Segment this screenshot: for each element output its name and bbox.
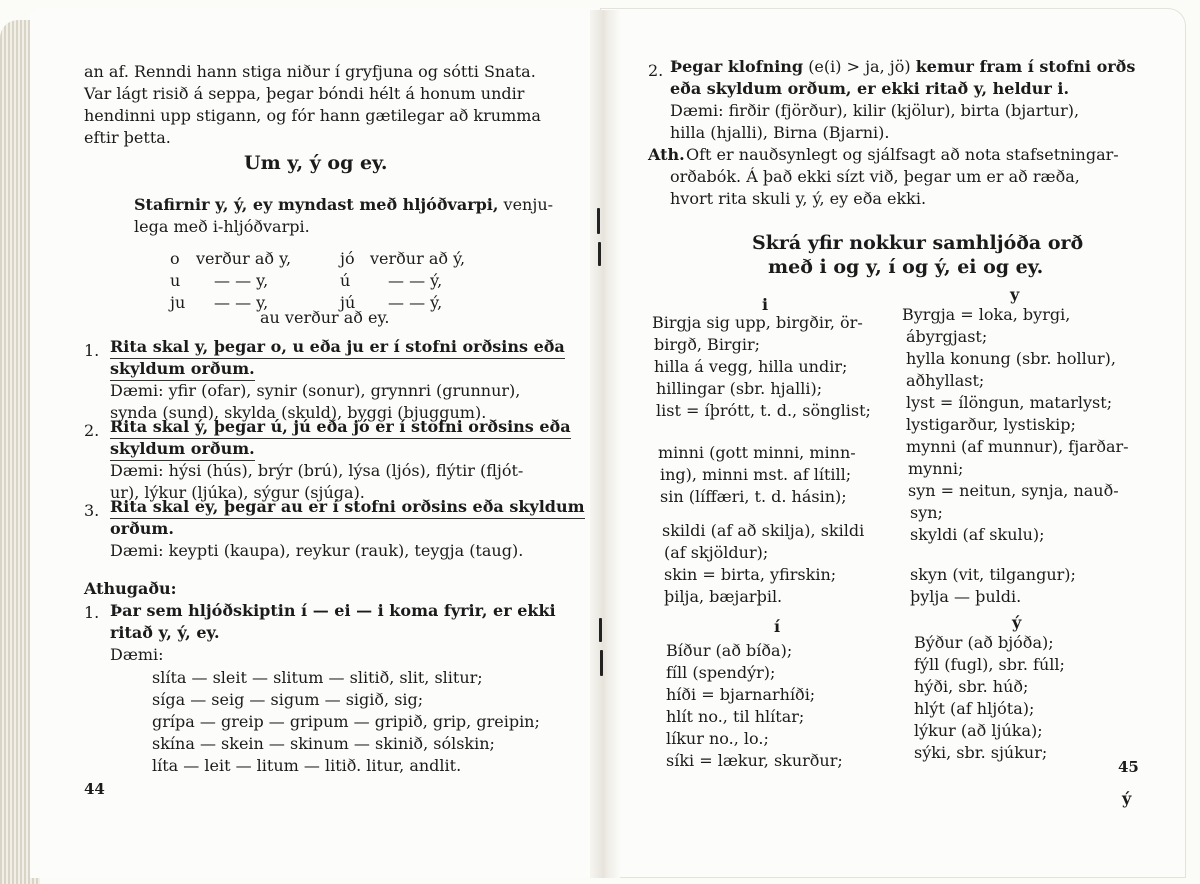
word-line: birgð, Birgir; (654, 335, 760, 354)
binding-stitch (597, 208, 600, 234)
rule-2-mid: (e(i) > ja, jö) (808, 57, 911, 76)
word-line: hlýt (af hljóta); (914, 699, 1035, 718)
word-line: minni (gott minni, minn- (658, 443, 856, 462)
table-cell: jú (340, 293, 356, 312)
page-number: 45 (1118, 758, 1139, 776)
word-line: fíll (spendýr); (666, 663, 776, 682)
word-line: skildi (af að skilja), skildi (662, 521, 865, 540)
word-line: fýll (fugl), sbr. fúll; (914, 655, 1065, 674)
word-line: Bíður (að bíða); (666, 641, 793, 660)
word-line: lýkur (að ljúka); (914, 721, 1043, 740)
ath-text: Oft er nauðsynlegt og sjálfsagt að nota stafsetningar- (686, 145, 1119, 164)
intro-line: eftir þetta. (84, 128, 171, 147)
list-heading: með i og y, í og ý, ei og ey. (768, 256, 1044, 278)
word-line: hilla á vegg, hilla undir; (654, 357, 848, 376)
ath-text: orðabók. Á það ekki sízt við, þegar um er að ræða, (670, 167, 1080, 186)
word-line: sin (líffæri, t. d. hásin); (660, 487, 847, 506)
verb-line: slíta — sleit — slitum — slitið, slit, slitur; (152, 668, 483, 687)
word-line: syn = neitun, synja, nauð- (908, 481, 1119, 500)
word-line: skin = birta, yfirskin; (664, 565, 837, 584)
word-line: hýði, sbr. húð; (914, 677, 1029, 696)
word-line: skyldi (af skulu); (910, 525, 1045, 544)
list-heading: Skrá yfir nokkur samhljóða orð (752, 232, 1084, 254)
page-number: 44 (84, 780, 105, 798)
word-line: skyn (vit, tilgangur); (910, 565, 1076, 584)
table-cell: — — y, (214, 271, 269, 290)
word-line: hylla konung (sbr. hollur), (906, 349, 1116, 368)
word-line: Birgja sig upp, birgðir, ör- (652, 313, 863, 332)
rule-number: 2. (84, 421, 100, 440)
intro-line: Var lágt risið á seppa, þegar bóndi hélt á honum undir (84, 84, 525, 103)
table-cell: u (170, 271, 181, 290)
word-line: ábyrgjast; (906, 327, 988, 346)
word-line: Býður (að bjóða); (914, 633, 1054, 652)
table-cell: verður að y, (196, 249, 292, 268)
table-cell: ju (170, 293, 186, 312)
section-heading: Um y, ý og ey. (244, 152, 388, 174)
rule-example: hilla (hjalli), Birna (Bjarni). (670, 123, 890, 142)
note-example: Dæmi: (110, 645, 164, 664)
rule-text-bold: skyldum orðum. (110, 358, 255, 381)
table-cell: o (170, 249, 180, 268)
verb-line: skína — skein — skinum — skinið, sólskin; (152, 734, 495, 753)
rule-2-line1 (670, 56, 1135, 78)
rule-text-bold: orðum. (110, 519, 174, 538)
word-line: list = íþrótt, t. d., sönglist; (656, 401, 871, 420)
rule-intro-bold: Stafirnir y, ý, ey myndast með hljóðvarpi, (134, 195, 499, 214)
word-line: aðhyllast; (906, 371, 985, 390)
note-text-bold: ritað y, ý, ey. (110, 623, 220, 642)
word-line: mynni (af munnur), fjarðar- (906, 437, 1129, 456)
rule-intro-rest: venju- (503, 195, 554, 214)
note-title: Athugaðu: (84, 579, 177, 598)
rule-example: Dæmi: keypti (kaupa), reykur (rauk), teygja (taug). (110, 541, 524, 560)
verb-line: grípa — greip — gripum — gripið, grip, greipin; (152, 712, 540, 731)
rule-example: Dæmi: firðir (fjörður), kilir (kjölur), birta (bjartur), (670, 101, 1080, 120)
binding-stitch (598, 242, 601, 266)
rule-text-bold: skyldum orðum. (110, 438, 255, 461)
word-line: ing), minni mst. af lítill; (660, 465, 852, 484)
word-line: lystigarður, lystiskip; (906, 415, 1076, 434)
ath-label: Ath. (648, 145, 685, 164)
note-number: 1. (84, 603, 100, 622)
rule-number: 2. (648, 61, 664, 80)
word-line: mynni; (908, 459, 964, 478)
rule-example: Dæmi: yfir (ofar), synir (sonur), grynnri (grunnur), (110, 381, 521, 400)
intro-line: an af. Renndi hann stiga niður í gryfjuna og sótti Snata. (84, 62, 536, 81)
rule-example: Dæmi: hýsi (hús), brýr (brú), lýsa (ljós), flýtir (fljót- (110, 461, 524, 480)
rule-number: 3. (84, 501, 100, 520)
rule-intro (134, 194, 553, 216)
column-label: i (762, 295, 769, 314)
rule-2-line2: eða skyldum orðum, er ekki ritað y, heldur i. (670, 79, 1070, 98)
table-cell: jó (340, 249, 355, 268)
word-line: sýki, sbr. sjúkur; (914, 743, 1048, 762)
rule-2-bold-b: kemur fram í stofni orðs (915, 57, 1136, 76)
word-line: hillingar (sbr. hjalli); (656, 379, 823, 398)
table-cell: — — y, (214, 293, 269, 312)
column-label: í (774, 617, 781, 636)
word-line: lyst = ílöngun, matarlyst; (906, 393, 1113, 412)
word-line: líkur no., lo.; (666, 729, 769, 748)
verb-line: síga — seig — sigum — sigið, sig; (152, 690, 424, 709)
word-line: þilja, bæjarþil. (664, 587, 783, 606)
column-label: y (1010, 285, 1020, 304)
rule-intro-line2: lega með i-hljóðvarpi. (134, 217, 310, 236)
binding-stitch (599, 618, 602, 642)
word-line: síki = lækur, skurður; (666, 751, 843, 770)
rule-2-bold-a: Þegar klofning (670, 57, 804, 76)
table-cell: — — ý, (388, 271, 443, 290)
table-last-row: au verður að ey. (260, 308, 390, 327)
column-label: ý (1122, 789, 1132, 808)
word-line: syn; (910, 503, 943, 522)
table-cell: ú (340, 271, 351, 290)
book-gutter (590, 10, 620, 878)
rule-example: synda (sund), skylda (skuld), byggi (bjuggum). (110, 403, 487, 422)
word-line: (af skjöldur); (664, 543, 769, 562)
intro-line: hendinni upp stigann, og fór hann gætilegar að krumma (84, 106, 541, 125)
word-line: híði = bjarnarhíði; (666, 685, 816, 704)
binding-stitch (600, 650, 603, 676)
table-cell: verður að ý, (370, 249, 466, 268)
column-label: ý (1012, 613, 1022, 632)
note-text-bold: Þar sem hljóðskiptin í — ei — i koma fyrir, er ekki (110, 601, 556, 620)
rule-number: 1. (84, 341, 100, 360)
rule-text-bold: Rita skal y, þegar o, u eða ju er í stofni orðsins eða (110, 336, 565, 359)
rule-example: ur), lýkur (ljúka), sýgur (sjúga). (110, 483, 365, 502)
verb-line: líta — leit — litum — litið. litur, andlit. (152, 756, 462, 775)
rule-text-bold: Rita skal ý, þegar ú, jú eða jó er í stofni orðsins eða (110, 416, 571, 439)
table-cell: — — ý, (388, 293, 443, 312)
ath-text: hvort rita skuli y, ý, ey eða ekki. (670, 189, 927, 208)
word-line: þylja — þuldi. (910, 587, 1022, 606)
word-line: Byrgja = loka, byrgi, (902, 305, 1071, 324)
word-line: hlít no., til hlítar; (666, 707, 805, 726)
rule-text-bold: Rita skal ey, þegar au er í stofni orðsins eða skyldum (110, 496, 585, 519)
